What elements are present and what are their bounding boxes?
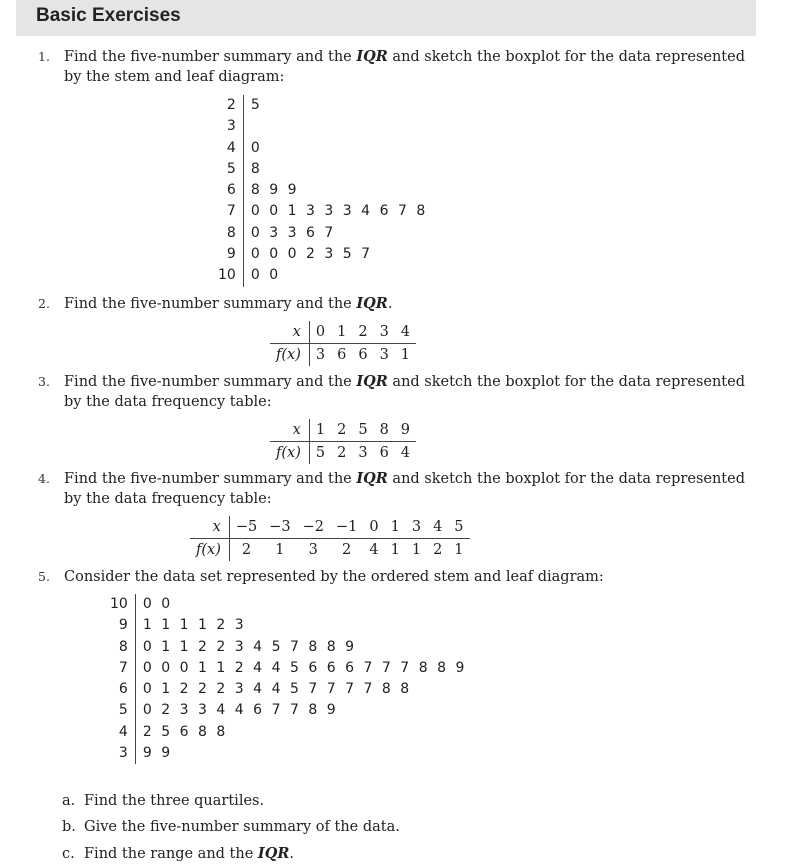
x-label: x <box>270 321 309 344</box>
iqr-math: IQR <box>356 295 388 312</box>
stem-value: 10 <box>110 594 135 615</box>
leaf-digit: 7 <box>381 659 391 676</box>
x-value: 5 <box>448 516 469 539</box>
leaf-digit: 3 <box>179 702 189 719</box>
stem-value: 8 <box>110 637 135 658</box>
leaf-values <box>243 244 434 265</box>
stem-leaf-row <box>110 722 474 743</box>
fx-row <box>190 539 470 562</box>
fx-value: 1 <box>411 542 422 558</box>
leaf-values <box>135 743 474 764</box>
leaf-digit: 2 <box>216 617 226 634</box>
stem-leaf-row <box>110 637 474 658</box>
x-value: 0 <box>309 321 331 344</box>
leaf-digit: 9 <box>161 745 171 762</box>
leaf-digit: 8 <box>416 203 426 220</box>
problem-number: 1. <box>38 49 50 64</box>
leaf-digit: 0 <box>250 203 260 220</box>
x-value: 5 <box>352 419 373 442</box>
leaf-values <box>135 615 474 636</box>
leaf-digit: 8 <box>381 681 391 698</box>
leaf-digit: 7 <box>324 224 334 241</box>
subquestion-a: a. Find the three quartiles. <box>62 793 265 809</box>
leaf-digit: 0 <box>269 203 279 220</box>
problem-text: Find the five-number summary and the IQR and sketch the boxplot for the data represented <box>64 470 745 487</box>
x-value: 4 <box>395 321 416 344</box>
stem-value: 5 <box>218 159 243 180</box>
leaf-digit: 7 <box>397 203 407 220</box>
x-value: 3 <box>374 321 395 344</box>
stem-leaf-row <box>110 594 474 615</box>
leaf-digit: 0 <box>287 246 297 263</box>
stem-leaf-row <box>218 201 435 222</box>
stem-leaf-row <box>218 244 435 265</box>
leaf-digit: 8 <box>250 160 260 177</box>
x-value: −5 <box>229 516 263 539</box>
leaf-digit: 7 <box>326 681 336 698</box>
problem-text: Consider the data set represented by the ordered stem and leaf diagram: <box>64 569 604 585</box>
fx-value: 3 <box>315 347 326 363</box>
leaf-values <box>243 138 434 159</box>
stem-value: 4 <box>110 722 135 743</box>
problem-text: Find the five-number summary and the IQR and sketch the boxplot for the data represented <box>64 373 745 390</box>
fx-label: f(x) <box>190 539 229 562</box>
problem-text: Find the five-number summary and the IQR. <box>64 295 393 312</box>
leaf-digit: 6 <box>179 723 189 740</box>
fx-value: 6 <box>379 445 389 461</box>
stem-value: 8 <box>218 223 243 244</box>
leaf-digit: 1 <box>287 203 297 220</box>
stem-value: 5 <box>110 700 135 721</box>
x-value: 1 <box>331 321 352 344</box>
stem-value: 3 <box>110 743 135 764</box>
problem-number: 3. <box>38 374 50 389</box>
leaf-digit: 3 <box>198 702 207 719</box>
stem-leaf-row <box>218 95 435 116</box>
leaf-digit: 1 <box>161 638 171 655</box>
leaf-digit: 8 <box>308 638 318 655</box>
stem-value: 6 <box>218 180 243 201</box>
stem-leaf-diagram-5 <box>110 594 474 764</box>
fx-row <box>270 344 416 367</box>
leaf-digit: 2 <box>306 246 315 263</box>
leaf-digit: 3 <box>234 681 244 698</box>
fx-value: 1 <box>400 347 411 363</box>
x-label: x <box>270 419 309 442</box>
fx-value: 3 <box>358 445 368 461</box>
leaf-digit: 0 <box>142 702 152 719</box>
x-value: 3 <box>406 516 427 539</box>
leaf-values <box>243 159 434 180</box>
fx-value: 2 <box>241 542 252 558</box>
problem-text-line2: by the data frequency table: <box>64 491 272 507</box>
leaf-digit: 8 <box>418 659 428 676</box>
leaf-digit: 5 <box>271 638 281 655</box>
leaf-digit: 2 <box>161 702 171 719</box>
iqr-math: IQR <box>356 470 388 487</box>
leaf-values <box>243 95 434 116</box>
leaf-digit: 1 <box>161 617 171 634</box>
leaf-values <box>243 223 434 244</box>
leaf-digit: 5 <box>289 681 299 698</box>
problem-text-line2: by the data frequency table: <box>64 394 272 410</box>
leaf-values <box>135 594 474 615</box>
leaf-digit: 5 <box>250 97 260 113</box>
fx-value: 6 <box>337 347 347 363</box>
x-value: −2 <box>297 516 330 539</box>
leaf-digit: 4 <box>361 203 371 220</box>
leaf-digit: 3 <box>269 224 279 241</box>
stem-value: 7 <box>218 201 243 222</box>
leaf-digit: 7 <box>361 246 371 263</box>
leaf-digit: 6 <box>379 203 389 220</box>
problem-number: 2. <box>38 296 50 311</box>
leaf-digit: 4 <box>234 702 244 719</box>
leaf-digit: 2 <box>216 638 226 655</box>
leaf-digit: 5 <box>289 659 299 676</box>
leaf-digit: 7 <box>271 702 281 719</box>
leaf-digit: 4 <box>271 681 281 698</box>
leaf-digit: 2 <box>142 723 152 740</box>
fx-value: 3 <box>379 347 389 363</box>
leaf-digit: 2 <box>198 681 207 698</box>
stem-value: 9 <box>218 244 243 265</box>
leaf-digit: 1 <box>161 681 171 698</box>
leaf-digit: 6 <box>345 659 355 676</box>
leaf-digit: 9 <box>345 638 355 655</box>
leaf-digit: 3 <box>342 203 352 220</box>
leaf-digit: 0 <box>161 596 171 612</box>
leaf-digit: 0 <box>269 246 279 263</box>
leaf-digit: 9 <box>455 659 465 676</box>
leaf-values <box>243 265 434 286</box>
leaf-digit: 3 <box>234 617 244 634</box>
problem-text-line2: by the stem and leaf diagram: <box>64 69 285 85</box>
leaf-digit: 4 <box>271 659 281 676</box>
fx-value: 1 <box>390 542 400 558</box>
leaf-digit: 1 <box>179 617 189 634</box>
leaf-digit: 7 <box>345 681 355 698</box>
leaf-digit: 9 <box>287 182 297 199</box>
fx-value: 1 <box>454 542 464 558</box>
stem-value: 6 <box>110 679 135 700</box>
leaf-digit: 1 <box>216 659 226 676</box>
leaf-digit: 2 <box>179 681 189 698</box>
x-row <box>190 516 470 539</box>
leaf-digit: 6 <box>306 224 315 241</box>
leaf-digit: 8 <box>250 182 260 199</box>
x-row <box>270 419 416 442</box>
leaf-digit: 4 <box>253 638 263 655</box>
leaf-values <box>243 201 434 222</box>
iqr-math: IQR <box>356 373 388 390</box>
leaf-values <box>135 679 474 700</box>
leaf-digit: 8 <box>308 702 318 719</box>
leaf-digit: 0 <box>142 638 152 655</box>
stem-leaf-row <box>218 265 435 286</box>
stem-value: 7 <box>110 658 135 679</box>
leaf-digit: 7 <box>400 659 410 676</box>
frequency-table-3 <box>270 419 416 464</box>
leaf-digit: 8 <box>400 681 410 698</box>
leaf-digit: 0 <box>250 246 260 263</box>
stem-value: 2 <box>218 95 243 116</box>
leaf-digit: 6 <box>326 659 336 676</box>
stem-leaf-row <box>218 223 435 244</box>
leaf-digit: 8 <box>326 638 336 655</box>
leaf-digit: 1 <box>198 659 207 676</box>
leaf-digit: 2 <box>234 659 244 676</box>
x-value: 1 <box>309 419 331 442</box>
leaf-digit: 0 <box>161 659 171 676</box>
x-value: −3 <box>263 516 296 539</box>
problem-number: 4. <box>38 471 50 486</box>
x-row <box>270 321 416 344</box>
frequency-table-2 <box>270 321 416 366</box>
leaf-digit: 4 <box>216 702 226 719</box>
stem-leaf-row <box>110 658 474 679</box>
leaf-digit: 9 <box>142 745 152 762</box>
leaf-digit: 1 <box>198 617 207 634</box>
leaf-digit: 7 <box>289 702 299 719</box>
leaf-digit: 7 <box>363 659 373 676</box>
fx-value: 4 <box>369 542 379 558</box>
stem-leaf-row <box>218 159 435 180</box>
leaf-digit: 0 <box>250 139 260 156</box>
x-value: 2 <box>331 419 352 442</box>
leaf-digit: 4 <box>253 681 263 698</box>
section-header <box>16 0 756 36</box>
leaf-digit: 3 <box>234 638 244 655</box>
subquestion-b: b. Give the five-number summary of the data. <box>62 819 400 835</box>
leaf-digit: 7 <box>289 638 299 655</box>
leaf-digit: 3 <box>324 246 334 263</box>
problem-text: Find the five-number summary and the IQR and sketch the boxplot for the data represented <box>64 48 745 65</box>
leaf-digit: 5 <box>161 723 171 740</box>
x-value: 0 <box>363 516 384 539</box>
leaf-digit: 9 <box>269 182 279 199</box>
stem-leaf-row <box>110 700 474 721</box>
fx-value: 3 <box>308 542 318 558</box>
leaf-digit: 3 <box>324 203 334 220</box>
leaf-digit: 0 <box>142 681 152 698</box>
leaf-digit: 3 <box>306 203 315 220</box>
section-title: Basic Exercises <box>36 5 181 26</box>
stem-leaf-row <box>110 679 474 700</box>
x-value: 1 <box>385 516 406 539</box>
leaf-digit: 5 <box>342 246 352 263</box>
leaf-digit: 0 <box>179 659 189 676</box>
leaf-values <box>243 116 434 137</box>
subquestion-c: c. Find the range and the IQR. <box>62 845 294 862</box>
leaf-digit: 0 <box>269 267 279 284</box>
fx-value: 4 <box>400 445 411 461</box>
leaf-digit: 9 <box>326 702 336 719</box>
leaf-digit: 1 <box>179 638 189 655</box>
frequency-table-4 <box>190 516 470 561</box>
fx-row <box>270 442 416 465</box>
iqr-math: IQR <box>356 48 388 65</box>
stem-leaf-row <box>110 615 474 636</box>
fx-value: 5 <box>315 445 326 461</box>
leaf-digit: 0 <box>142 659 152 676</box>
leaf-digit: 0 <box>250 224 260 241</box>
leaf-digit: 8 <box>437 659 446 676</box>
x-value: 8 <box>374 419 395 442</box>
x-value: 2 <box>352 321 373 344</box>
leaf-digit: 3 <box>287 224 297 241</box>
leaf-values <box>135 700 474 721</box>
stem-value: 3 <box>218 116 243 137</box>
stem-leaf-diagram-1 <box>218 95 435 287</box>
stem-leaf-row <box>218 116 435 137</box>
fx-value: 6 <box>358 347 368 363</box>
stem-value: 9 <box>110 615 135 636</box>
leaf-digit: 1 <box>142 617 152 634</box>
leaf-values <box>135 637 474 658</box>
x-value: 4 <box>427 516 448 539</box>
leaf-digit: 7 <box>363 681 373 698</box>
stem-leaf-row <box>218 138 435 159</box>
stem-leaf-row <box>218 180 435 201</box>
fx-value: 1 <box>275 542 285 558</box>
fx-label: f(x) <box>270 442 309 465</box>
fx-value: 2 <box>433 542 443 558</box>
stem-value: 4 <box>218 138 243 159</box>
x-value: 9 <box>395 419 416 442</box>
leaf-digit: 0 <box>250 267 260 284</box>
leaf-values <box>135 658 474 679</box>
leaf-values <box>135 722 474 743</box>
leaf-digit: 4 <box>253 659 263 676</box>
fx-value: 2 <box>337 445 347 461</box>
x-label: x <box>190 516 229 539</box>
stem-value: 10 <box>218 265 243 286</box>
leaf-values <box>243 180 434 201</box>
fx-label: f(x) <box>270 344 309 367</box>
x-value: −1 <box>330 516 363 539</box>
problem-number: 5. <box>38 569 50 584</box>
leaf-digit: 2 <box>216 681 226 698</box>
leaf-digit: 2 <box>198 638 207 655</box>
stem-leaf-row <box>110 743 474 764</box>
fx-value: 2 <box>342 542 352 558</box>
leaf-digit: 6 <box>253 702 263 719</box>
leaf-digit: 8 <box>198 723 207 740</box>
leaf-digit: 7 <box>308 681 318 698</box>
leaf-digit: 8 <box>216 723 226 740</box>
leaf-digit: 0 <box>142 596 152 612</box>
iqr-math: IQR <box>257 845 290 862</box>
leaf-digit: 6 <box>308 659 318 676</box>
